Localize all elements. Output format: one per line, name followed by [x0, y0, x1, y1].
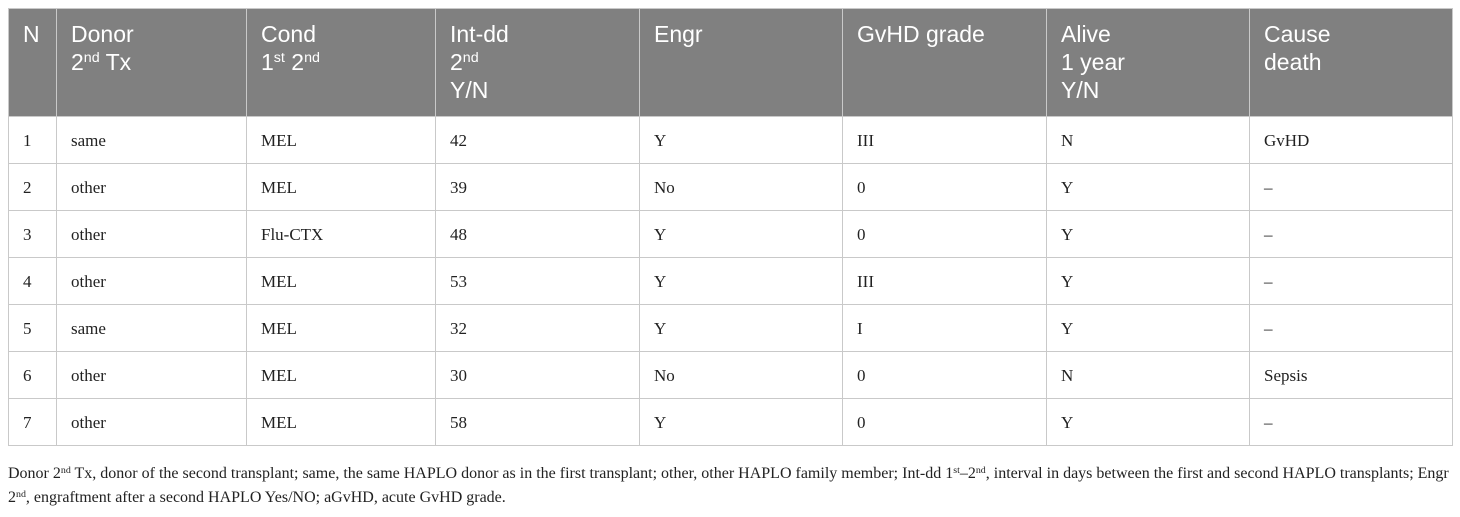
header-line [1061, 76, 1237, 104]
superscript: nd [60, 464, 71, 476]
superscript: nd [83, 50, 100, 67]
header-line [1264, 48, 1440, 76]
header-line [450, 48, 627, 76]
column-header-alive [1047, 9, 1250, 117]
cell-int-dd: 48 [436, 211, 640, 258]
cell-engr: Y [640, 117, 843, 164]
cell-cond: Flu-CTX [247, 211, 436, 258]
header-line [1061, 20, 1237, 48]
header-line [450, 20, 627, 48]
superscript: st [953, 464, 960, 476]
table-row [9, 305, 1453, 352]
table-row [9, 117, 1453, 164]
cell-gvhd-grade: 0 [843, 211, 1047, 258]
text-run: death [1264, 49, 1322, 75]
cell-cond: MEL [247, 164, 436, 211]
cell-donor: other [57, 399, 247, 446]
text-run: Engr [654, 21, 703, 47]
cell-donor: other [57, 211, 247, 258]
column-header-cause-death [1250, 9, 1453, 117]
cell-engr: Y [640, 399, 843, 446]
cell-alive: Y [1047, 399, 1250, 446]
superscript: nd [975, 464, 986, 476]
text-run: Tx, donor of the second transplant; same, the same HAPLO donor as in the first transplant; other, other HAPLO family member; Int-dd 1 [70, 465, 954, 482]
text-run: , engraftment after a second HAPLO Yes/NO; aGvHD, acute GvHD grade. [25, 489, 506, 506]
text-run: Tx [99, 49, 132, 75]
text-run: Y/N [450, 77, 489, 103]
cell-gvhd-grade: 0 [843, 399, 1047, 446]
cell-alive: Y [1047, 305, 1250, 352]
text-run: 2 [71, 49, 84, 75]
header-line [1061, 48, 1237, 76]
table-row [9, 258, 1453, 305]
cell-int-dd: 53 [436, 258, 640, 305]
table-row [9, 211, 1453, 258]
column-header-int-dd [436, 9, 640, 117]
cell-gvhd-grade: 0 [843, 164, 1047, 211]
cell-gvhd-grade: I [843, 305, 1047, 352]
cell-cause-death: – [1250, 164, 1453, 211]
text-run: 2 [450, 49, 463, 75]
cell-donor: same [57, 117, 247, 164]
table-row [9, 399, 1453, 446]
cell-engr: Y [640, 305, 843, 352]
header-line [261, 20, 423, 48]
column-header-engr [640, 9, 843, 117]
cell-alive: N [1047, 352, 1250, 399]
cell-donor: other [57, 258, 247, 305]
cell-cause-death: – [1250, 305, 1453, 352]
text-run: Cond [261, 21, 316, 47]
cell-donor: same [57, 305, 247, 352]
cell-engr: No [640, 352, 843, 399]
header-line [23, 20, 44, 48]
cell-cause-death: – [1250, 258, 1453, 305]
text-run: Y/N [1061, 77, 1100, 103]
cell-n: 3 [9, 211, 57, 258]
text-run: Alive [1061, 21, 1111, 47]
text-run: 1 [261, 49, 274, 75]
cell-cond: MEL [247, 258, 436, 305]
cell-int-dd: 58 [436, 399, 640, 446]
cell-alive: Y [1047, 258, 1250, 305]
cell-int-dd: 32 [436, 305, 640, 352]
cell-n: 5 [9, 305, 57, 352]
cell-n: 4 [9, 258, 57, 305]
text-run: Cause [1264, 21, 1331, 47]
cell-n: 6 [9, 352, 57, 399]
cell-engr: Y [640, 258, 843, 305]
header-line [71, 48, 234, 76]
text-run: GvHD grade [857, 21, 985, 47]
column-header-donor [57, 9, 247, 117]
cell-int-dd: 39 [436, 164, 640, 211]
cell-cause-death: – [1250, 399, 1453, 446]
cell-gvhd-grade: III [843, 117, 1047, 164]
text-run: N [23, 21, 40, 47]
cell-n: 1 [9, 117, 57, 164]
cell-cause-death: – [1250, 211, 1453, 258]
cell-alive: Y [1047, 164, 1250, 211]
superscript: nd [304, 50, 320, 67]
cell-int-dd: 42 [436, 117, 640, 164]
superscript: nd [16, 488, 26, 500]
text-run: Donor [71, 21, 134, 47]
table-header [9, 9, 1453, 117]
header-line [450, 76, 627, 104]
cell-engr: Y [640, 211, 843, 258]
cell-cond: MEL [247, 305, 436, 352]
header-line [71, 20, 234, 48]
cell-cond: MEL [247, 399, 436, 446]
text-run: Donor 2 [8, 465, 61, 482]
cell-n: 7 [9, 399, 57, 446]
cell-gvhd-grade: 0 [843, 352, 1047, 399]
cell-cond: MEL [247, 352, 436, 399]
cell-cause-death: Sepsis [1250, 352, 1453, 399]
header-line [261, 48, 423, 76]
text-run: 1 year [1061, 49, 1125, 75]
text-run: , interval in days between the first and second HAPLO transplants; Engr 2 [8, 465, 1449, 506]
cell-engr: No [640, 164, 843, 211]
table-footnote [8, 462, 1454, 510]
header-row [9, 9, 1453, 117]
cell-alive: Y [1047, 211, 1250, 258]
header-line [654, 20, 830, 48]
cell-donor: other [57, 352, 247, 399]
superscript: nd [462, 50, 479, 67]
column-header-n [9, 9, 57, 117]
text-run: Int-dd [450, 21, 509, 47]
column-header-gvhd-grade [843, 9, 1047, 117]
table-row [9, 352, 1453, 399]
cell-cause-death: GvHD [1250, 117, 1453, 164]
data-table [8, 8, 1453, 446]
cell-donor: other [57, 164, 247, 211]
header-line [857, 20, 1034, 48]
text-run: 2 [284, 49, 305, 75]
cell-n: 2 [9, 164, 57, 211]
cell-cond: MEL [247, 117, 436, 164]
column-header-cond [247, 9, 436, 117]
cell-int-dd: 30 [436, 352, 640, 399]
header-line [1264, 20, 1440, 48]
superscript: st [273, 50, 285, 67]
text-run: –2 [959, 465, 976, 482]
cell-gvhd-grade: III [843, 258, 1047, 305]
cell-alive: N [1047, 117, 1250, 164]
table-body [9, 117, 1453, 446]
table-row [9, 164, 1453, 211]
